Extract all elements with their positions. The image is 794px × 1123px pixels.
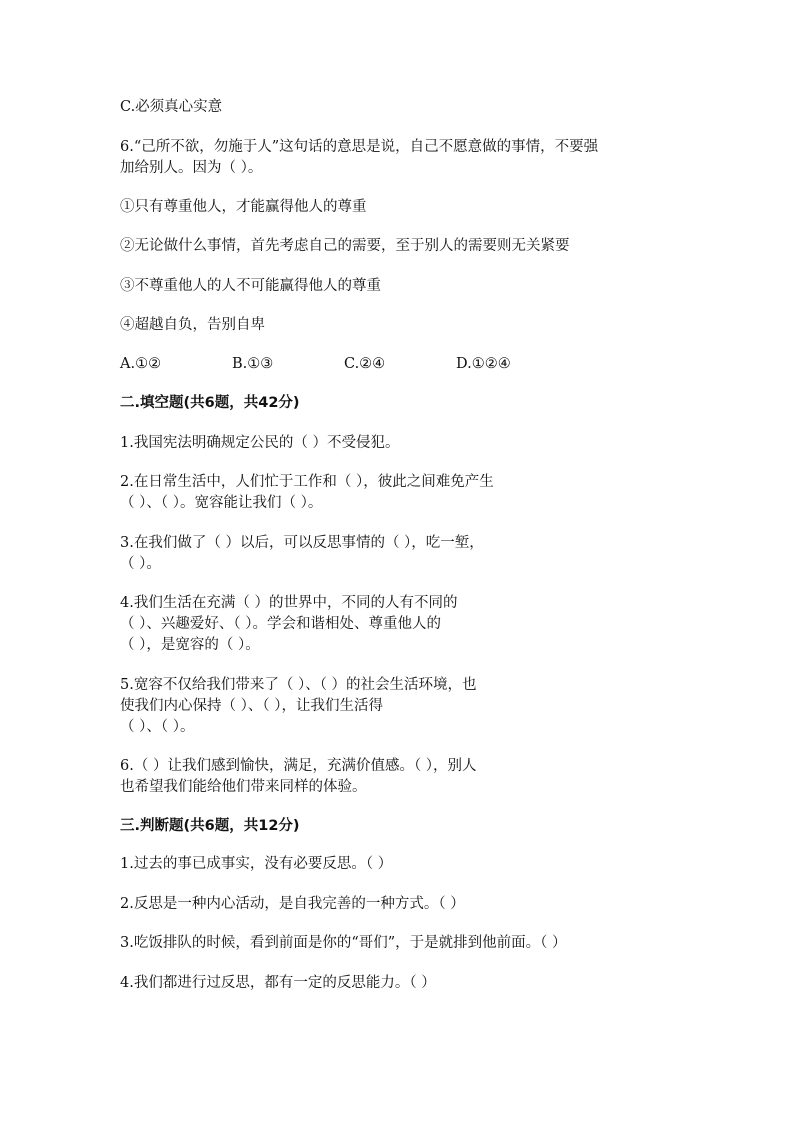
fill-q4-line1: 4.我们生活在充满（ ）的世界中，不同的人有不同的: [120, 595, 458, 611]
fill-q1-line1: 1.我国宪法明确规定公民的（ ）不受侵犯。: [120, 435, 400, 451]
q6-option-b: B.①③: [232, 356, 274, 372]
fill-q6-line2: 也希望我们能给他们带来同样的体验。: [120, 779, 367, 795]
q6-stem-line2: 加给别人。因为（ ）。: [120, 160, 263, 176]
q6-option-c: C.②④: [344, 356, 386, 372]
q6-option-a: A.①②: [120, 356, 162, 372]
fill-q6-line1: 6.（ ）让我们感到愉快，满足，充满价值感。（ ），别人: [120, 758, 477, 774]
judge-item-1: 1.过去的事已成事实，没有必要反思。（ ）: [120, 856, 393, 872]
q6-stem-line1: 6.“己所不欲，勿施于人”这句话的意思是说，自己不愿意做的事情，不要强: [120, 139, 599, 155]
fill-q2-line1: 2.在日常生活中，人们忙于工作和（ ），彼此之间难免产生: [120, 474, 494, 490]
q6-statement-4: ④超越自负，告别自卑: [120, 317, 265, 333]
judge-item-4: 4.我们都进行过反思，都有一定的反思能力。（ ）: [120, 975, 436, 991]
fill-q3-line2: （ ）。: [120, 556, 161, 572]
fill-q3-line1: 3.在我们做了（ ）以后，可以反思事情的（ ），吃一堑，: [120, 535, 484, 551]
q6-statement-2: ②无论做什么事情，首先考虑自己的需要，至于别人的需要则无关紧要: [120, 238, 570, 254]
fill-q2-line2: （ ）、（ ）。宽容能让我们（ ）。: [120, 495, 323, 511]
q6-option-d: D.①②④: [456, 356, 511, 372]
q5-option-c: C.必须真心实意: [120, 99, 223, 115]
fill-q5-line1: 5.宽容不仅给我们带来了（ ）、（ ）的社会生活环境，也: [120, 677, 477, 693]
judge-item-2: 2.反思是一种内心活动，是自我完善的一种方式。（ ）: [120, 896, 465, 912]
fill-q4-line2: （ ）、兴趣爱好、（ ）。学会和谐相处、尊重他人的: [120, 616, 441, 632]
judge-item-3: 3.吃饭排队的时候，看到前面是你的“哥们”，于是就排到他前面。（ ）: [120, 935, 567, 951]
section2-title: 二.填空题(共6题，共42分): [120, 395, 300, 411]
fill-q4-line3: （ ），是宽容的（ ）。: [120, 637, 260, 653]
fill-q5-line2: 使我们内心保持（ ）、（ ），让我们生活得: [120, 698, 383, 714]
q6-statement-3: ③不尊重他人的人不可能赢得他人的尊重: [120, 278, 381, 294]
fill-q5-line3: （ ）、（ ）。: [120, 719, 195, 735]
section3-title: 三.判断题(共6题，共12分): [120, 818, 300, 834]
q6-statement-1: ①只有尊重他人，才能赢得他人的尊重: [120, 199, 367, 215]
